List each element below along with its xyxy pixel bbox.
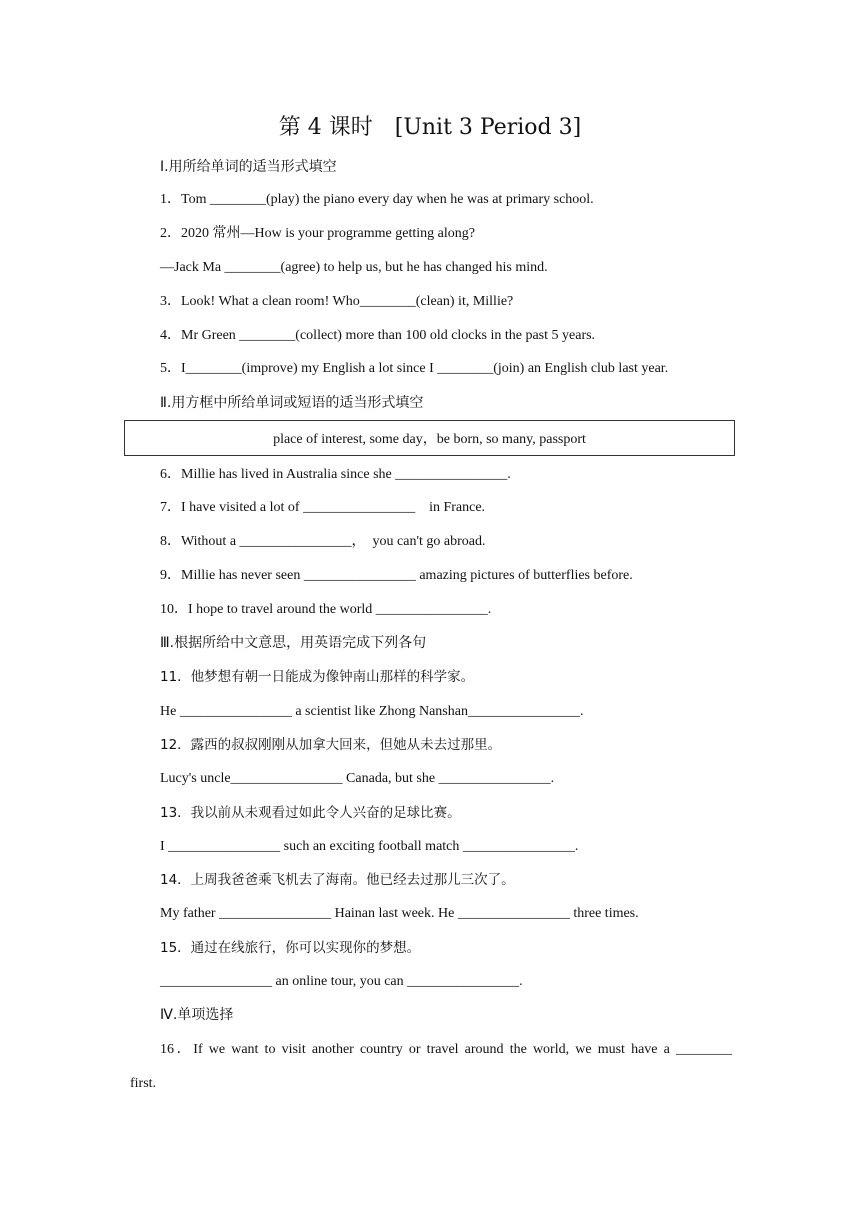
question-2: 2．2020 常州—How is your programme getting along? [160, 226, 475, 241]
question-11-prompt: 11．他梦想有朝一日能成为像钟南山那样的科学家。 [160, 669, 475, 685]
question-14-prompt: 14．上周我爸爸乘飞机去了海南。他已经去过那儿三次了。 [160, 872, 515, 888]
question-10: 10．I hope to travel around the world ________________. [160, 602, 492, 617]
word-box [124, 420, 735, 456]
question-14-answer: My father ________________ Hainan last week. He ________________ three times. [160, 906, 639, 921]
question-2-dialogue: —Jack Ma ________(agree) to help us, but he has changed his mind. [160, 260, 548, 275]
question-6: 6．Millie has lived in Australia since she ________________. [160, 467, 511, 482]
question-7: 7．I have visited a lot of ________________ in France. [160, 500, 486, 515]
question-16: 16．If we want to visit another country or travel around the world, we must have a ________ [160, 1042, 732, 1057]
question-3: 3．Look! What a clean room! Who________(clean) it, Millie? [160, 294, 514, 309]
section-1-heading: Ⅰ.用所给单词的适当形式填空 [160, 159, 337, 175]
question-8: 8．Without a ________________， you can't go abroad. [160, 534, 486, 549]
section-4-heading: Ⅳ.单项选择 [160, 1007, 234, 1023]
question-15-prompt: 15．通过在线旅行，你可以实现你的梦想。 [160, 940, 421, 956]
question-1: 1．Tom ________(play) the piano every day when he was at primary school. [160, 192, 594, 207]
question-9: 9．Millie has never seen ________________ amazing pictures of butterflies before. [160, 568, 633, 583]
section-2-heading: Ⅱ.用方框中所给单词或短语的适当形式填空 [160, 395, 424, 411]
question-13-prompt: 13．我以前从未观看过如此令人兴奋的足球比赛。 [160, 805, 461, 821]
section-3-heading: Ⅲ.根据所给中文意思，用英语完成下列各句 [160, 635, 427, 651]
question-12-answer: Lucy's uncle________________ Canada, but she ________________. [160, 771, 555, 786]
question-16-continued: first. [130, 1076, 157, 1091]
question-15-answer: ________________ an online tour, you can ________________. [160, 974, 523, 989]
word-box-text: place of interest, some day，be born, so many, passport [273, 432, 586, 447]
question-12-prompt: 12．露西的叔叔刚刚从加拿大回来，但她从未去过那里。 [160, 737, 502, 753]
question-13-answer: I ________________ such an exciting football match ________________. [160, 839, 579, 854]
question-5: 5．I________(improve) my English a lot since I ________(join) an English club last year. [160, 361, 669, 376]
page-title: 第 4 课时 [Unit 3 Period 3] [278, 115, 582, 140]
question-11-answer: He ________________ a scientist like Zhong Nanshan________________. [160, 704, 584, 719]
question-4: 4．Mr Green ________(collect) more than 100 old clocks in the past 5 years. [160, 328, 596, 343]
